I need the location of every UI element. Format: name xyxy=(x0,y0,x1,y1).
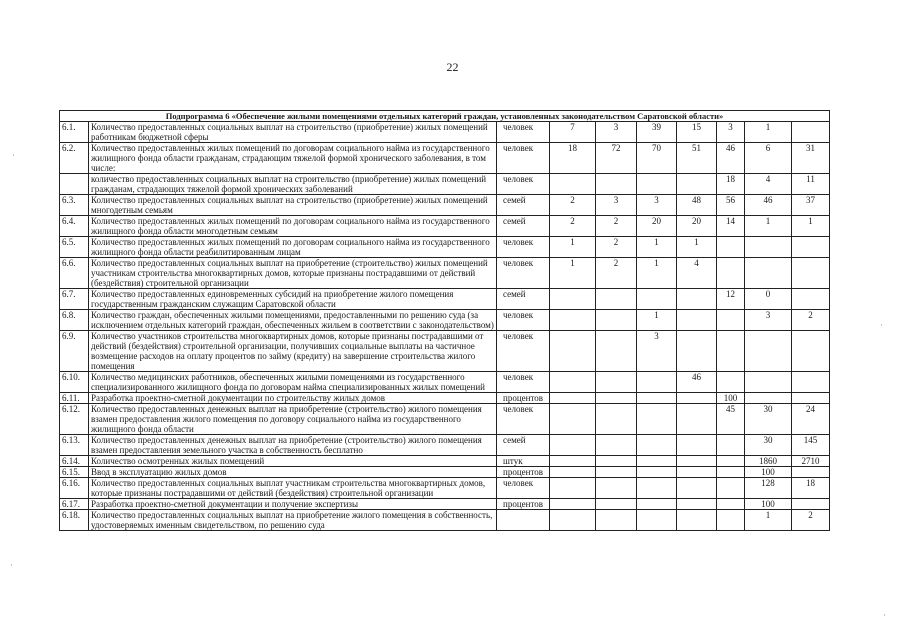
table-row xyxy=(60,404,830,435)
value-cell xyxy=(745,331,792,372)
value-cell xyxy=(550,456,596,467)
value-cell xyxy=(550,404,596,435)
unit-cell: человек xyxy=(497,258,550,289)
table-row xyxy=(60,237,830,258)
value-cell: 46 xyxy=(717,143,745,174)
value-cell xyxy=(637,467,677,478)
value-cell: 12 xyxy=(717,289,745,310)
row-number: 6.12. xyxy=(60,404,89,435)
value-cell xyxy=(550,372,596,393)
value-cell: 18 xyxy=(550,143,596,174)
value-cell: 1 xyxy=(637,258,677,289)
value-cell xyxy=(637,393,677,404)
indicator-name: Количество предоставленных жилых помещений по договорам социального найма из государственного жилищного фонда области реабилитированным лицам xyxy=(89,237,497,258)
table-row xyxy=(60,143,830,174)
value-cell xyxy=(677,174,717,195)
row-number: 6.18. xyxy=(60,510,89,531)
value-cell xyxy=(677,510,717,531)
value-cell: 2 xyxy=(596,237,637,258)
value-cell: 0 xyxy=(745,289,792,310)
unit-cell: человек xyxy=(497,372,550,393)
indicator-name: Разработка проектно-сметной документации по строительству жилых домов xyxy=(89,393,497,404)
value-cell xyxy=(792,393,830,404)
value-cell: 3 xyxy=(745,310,792,331)
value-cell xyxy=(717,372,745,393)
row-number: 6.2. xyxy=(60,143,89,174)
value-cell xyxy=(596,510,637,531)
value-cell xyxy=(637,478,677,499)
indicator-name: количество предоставленных социальных выплат на строительство (приобретение) жилых помещений гражданам, страдающих тяжелой формой хронических заболеваний xyxy=(89,174,497,195)
value-cell: 1 xyxy=(637,237,677,258)
table-row xyxy=(60,122,830,143)
value-cell xyxy=(550,435,596,456)
indicator-name: Количество предоставленных жилых помещений по договорам социального найма из государственного жилищного фонда области многодетным семьям xyxy=(89,216,497,237)
table-row xyxy=(60,174,830,195)
value-cell xyxy=(637,404,677,435)
table-row xyxy=(60,331,830,372)
unit-cell: человек xyxy=(497,237,550,258)
value-cell: 14 xyxy=(717,216,745,237)
value-cell: 3 xyxy=(637,331,677,372)
value-cell xyxy=(792,372,830,393)
value-cell xyxy=(596,456,637,467)
indicator-name: Количество участников строительства многоквартирных домов, которые признаны пострадавшими от действий (бездействия) строительной организации, получивших социальные выплаты на частичное возмещение расходов на оплату процентов по займу (кредиту) на завершение строительства жилого помещения xyxy=(89,331,497,372)
value-cell xyxy=(596,289,637,310)
subprogram-title: Подпрограмма 6 «Обеспечение жилыми помещениями отдельных категорий граждан, установленных законодательством Саратовской области» xyxy=(60,111,830,122)
indicator-name: Количество предоставленных социальных выплат на строительство (приобретение) жилых помещений многодетным семьям xyxy=(89,195,497,216)
value-cell xyxy=(637,435,677,456)
unit-cell: человек xyxy=(497,310,550,331)
indicators-table xyxy=(59,110,830,531)
value-cell xyxy=(717,456,745,467)
value-cell xyxy=(717,310,745,331)
indicator-name: Количество граждан, обеспеченных жилыми помещениями, предоставленными по решению суда (за исключением отдельных категорий граждан, обеспеченных жильем в соответствии с законодательством) xyxy=(89,310,497,331)
unit-cell: семей xyxy=(497,195,550,216)
row-number: 6.15. xyxy=(60,467,89,478)
value-cell xyxy=(677,467,717,478)
value-cell xyxy=(745,372,792,393)
value-cell xyxy=(745,258,792,289)
indicator-name: Разработка проектно-сметной документации и получение экспертизы xyxy=(89,499,497,510)
value-cell: 30 xyxy=(745,435,792,456)
indicator-name: Количество предоставленных единовременных субсидий на приобретение жилого помещения государственным гражданским служащим Саратовской области xyxy=(89,289,497,310)
unit-cell: человек xyxy=(497,122,550,143)
value-cell: 100 xyxy=(717,393,745,404)
indicator-name: Количество предоставленных денежных выплат на приобретение (строительство) жилого помещения взамен предоставления земельного участка в собственность бесплатно xyxy=(89,435,497,456)
value-cell xyxy=(637,289,677,310)
value-cell: 20 xyxy=(637,216,677,237)
value-cell xyxy=(677,289,717,310)
value-cell: 18 xyxy=(717,174,745,195)
indicator-name: Количество предоставленных жилых помещений по договорам социального найма из государственного жилищного фонда области гражданам, страдающим тяжелой формой хронического заболевания, в том числе: xyxy=(89,143,497,174)
value-cell: 1 xyxy=(792,216,830,237)
value-cell xyxy=(717,258,745,289)
value-cell: 15 xyxy=(677,122,717,143)
value-cell xyxy=(637,510,677,531)
value-cell xyxy=(550,289,596,310)
row-number: 6.14. xyxy=(60,456,89,467)
value-cell xyxy=(717,237,745,258)
indicator-name: Количество предоставленных социальных выплат на приобретение (строительство) жилых помещений участникам строительства многоквартирных домов, которые признаны пострадавшими от действий (бездействия) строительной организации xyxy=(89,258,497,289)
value-cell: 2710 xyxy=(792,456,830,467)
value-cell: 2 xyxy=(550,195,596,216)
value-cell: 20 xyxy=(677,216,717,237)
scan-mark: · xyxy=(10,560,13,570)
row-number: 6.7. xyxy=(60,289,89,310)
unit-cell xyxy=(497,510,550,531)
value-cell xyxy=(637,456,677,467)
value-cell: 7 xyxy=(550,122,596,143)
value-cell xyxy=(677,310,717,331)
value-cell xyxy=(596,174,637,195)
value-cell: 145 xyxy=(792,435,830,456)
value-cell xyxy=(550,174,596,195)
value-cell: 3 xyxy=(717,122,745,143)
value-cell: 37 xyxy=(792,195,830,216)
value-cell: 1 xyxy=(637,310,677,331)
unit-cell: человек xyxy=(497,174,550,195)
unit-cell: человек xyxy=(497,331,550,372)
indicator-name: Количество предоставленных социальных выплат на строительство (приобретение) жилых помещений работникам бюджетной сферы xyxy=(89,122,497,143)
value-cell xyxy=(717,467,745,478)
value-cell: 2 xyxy=(550,216,596,237)
table-row xyxy=(60,216,830,237)
value-cell xyxy=(550,331,596,372)
value-cell xyxy=(550,393,596,404)
value-cell xyxy=(596,467,637,478)
value-cell xyxy=(717,478,745,499)
row-number: 6.4. xyxy=(60,216,89,237)
value-cell xyxy=(717,435,745,456)
value-cell: 1 xyxy=(677,237,717,258)
value-cell xyxy=(596,310,637,331)
unit-cell: человек xyxy=(497,478,550,499)
value-cell: 39 xyxy=(637,122,677,143)
row-number: 6.1. xyxy=(60,122,89,143)
value-cell xyxy=(550,499,596,510)
scan-mark: · xyxy=(880,320,883,330)
table-row xyxy=(60,456,830,467)
value-cell: 70 xyxy=(637,143,677,174)
value-cell xyxy=(550,467,596,478)
table-row xyxy=(60,435,830,456)
value-cell: 3 xyxy=(596,122,637,143)
table-row xyxy=(60,478,830,499)
table-row xyxy=(60,195,830,216)
value-cell: 2 xyxy=(792,510,830,531)
value-cell: 100 xyxy=(745,467,792,478)
value-cell: 46 xyxy=(677,372,717,393)
table-row xyxy=(60,510,830,531)
subprogram-title-row xyxy=(60,111,830,122)
value-cell xyxy=(677,404,717,435)
value-cell: 31 xyxy=(792,143,830,174)
value-cell xyxy=(637,499,677,510)
value-cell xyxy=(596,499,637,510)
row-number: 6.11. xyxy=(60,393,89,404)
table-row xyxy=(60,310,830,331)
unit-cell: человек xyxy=(497,404,550,435)
row-number: 6.10. xyxy=(60,372,89,393)
value-cell: 128 xyxy=(745,478,792,499)
value-cell xyxy=(550,478,596,499)
scan-mark: · xyxy=(12,150,15,160)
value-cell: 2 xyxy=(596,216,637,237)
value-cell: 18 xyxy=(792,478,830,499)
value-cell xyxy=(717,499,745,510)
value-cell xyxy=(745,237,792,258)
indicator-name: Количество предоставленных социальных выплат участникам строительства многоквартирных домов, которые признаны пострадавшими от действий (бездействия) строительной организации xyxy=(89,478,497,499)
value-cell: 1 xyxy=(745,122,792,143)
value-cell xyxy=(677,331,717,372)
value-cell: 1 xyxy=(550,237,596,258)
value-cell xyxy=(717,331,745,372)
value-cell xyxy=(717,510,745,531)
indicator-name: Количество предоставленных денежных выплат на приобретение (строительство) жилого помещения взамен предоставления жилого помещения по договору социального найма из государственного жилищного фонда области xyxy=(89,404,497,435)
table-row xyxy=(60,289,830,310)
value-cell: 1 xyxy=(745,216,792,237)
value-cell xyxy=(792,237,830,258)
indicator-name: Ввод в эксплуатацию жилых домов xyxy=(89,467,497,478)
value-cell: 30 xyxy=(745,404,792,435)
value-cell: 46 xyxy=(745,195,792,216)
indicator-name: Количество медицинских работников, обеспеченных жилыми помещениями из государственного специализированного жилищного фонда по договорам найма специализированных жилых помещений xyxy=(89,372,497,393)
unit-cell: семей xyxy=(497,289,550,310)
value-cell: 3 xyxy=(596,195,637,216)
value-cell: 1860 xyxy=(745,456,792,467)
value-cell xyxy=(596,478,637,499)
row-number: 6.13. xyxy=(60,435,89,456)
value-cell: 45 xyxy=(717,404,745,435)
value-cell xyxy=(677,499,717,510)
value-cell xyxy=(792,258,830,289)
value-cell: 6 xyxy=(745,143,792,174)
row-number: 6.17. xyxy=(60,499,89,510)
value-cell xyxy=(792,289,830,310)
value-cell xyxy=(677,393,717,404)
unit-cell: штук xyxy=(497,456,550,467)
value-cell xyxy=(637,372,677,393)
row-number: 6.16. xyxy=(60,478,89,499)
value-cell: 48 xyxy=(677,195,717,216)
value-cell: 2 xyxy=(596,258,637,289)
value-cell xyxy=(792,467,830,478)
table-row xyxy=(60,258,830,289)
page-number: 22 xyxy=(446,60,459,74)
table-row xyxy=(60,372,830,393)
value-cell xyxy=(596,435,637,456)
table-row xyxy=(60,467,830,478)
value-cell: 1 xyxy=(550,258,596,289)
table-row xyxy=(60,393,830,404)
value-cell: 51 xyxy=(677,143,717,174)
value-cell xyxy=(677,456,717,467)
row-number: 6.8. xyxy=(60,310,89,331)
value-cell xyxy=(745,393,792,404)
value-cell: 2 xyxy=(792,310,830,331)
value-cell: 1 xyxy=(745,510,792,531)
row-number xyxy=(60,174,89,195)
value-cell: 100 xyxy=(745,499,792,510)
table-row xyxy=(60,499,830,510)
value-cell xyxy=(596,404,637,435)
value-cell xyxy=(596,372,637,393)
value-cell xyxy=(550,310,596,331)
value-cell: 72 xyxy=(596,143,637,174)
scan-mark: · xyxy=(883,610,886,620)
indicator-name: Количество предоставленных социальных выплат на приобретение жилого помещения в собственность, удостоверяемых именным свидетельством, по решению суда xyxy=(89,510,497,531)
unit-cell: семей xyxy=(497,435,550,456)
value-cell: 11 xyxy=(792,174,830,195)
unit-cell: семей xyxy=(497,216,550,237)
value-cell xyxy=(792,331,830,372)
value-cell: 56 xyxy=(717,195,745,216)
unit-cell: процентов xyxy=(497,499,550,510)
value-cell: 24 xyxy=(792,404,830,435)
unit-cell: человек xyxy=(497,143,550,174)
unit-cell: процентов xyxy=(497,393,550,404)
value-cell xyxy=(677,478,717,499)
value-cell xyxy=(596,331,637,372)
row-number: 6.9. xyxy=(60,331,89,372)
value-cell: 4 xyxy=(745,174,792,195)
value-cell xyxy=(677,435,717,456)
value-cell xyxy=(550,510,596,531)
unit-cell: процентов xyxy=(497,467,550,478)
value-cell xyxy=(792,122,830,143)
value-cell xyxy=(792,499,830,510)
row-number: 6.6. xyxy=(60,258,89,289)
value-cell: 3 xyxy=(637,195,677,216)
row-number: 6.3. xyxy=(60,195,89,216)
row-number: 6.5. xyxy=(60,237,89,258)
indicator-name: Количество осмотренных жилых помещений xyxy=(89,456,497,467)
value-cell xyxy=(637,174,677,195)
value-cell xyxy=(596,393,637,404)
value-cell: 4 xyxy=(677,258,717,289)
